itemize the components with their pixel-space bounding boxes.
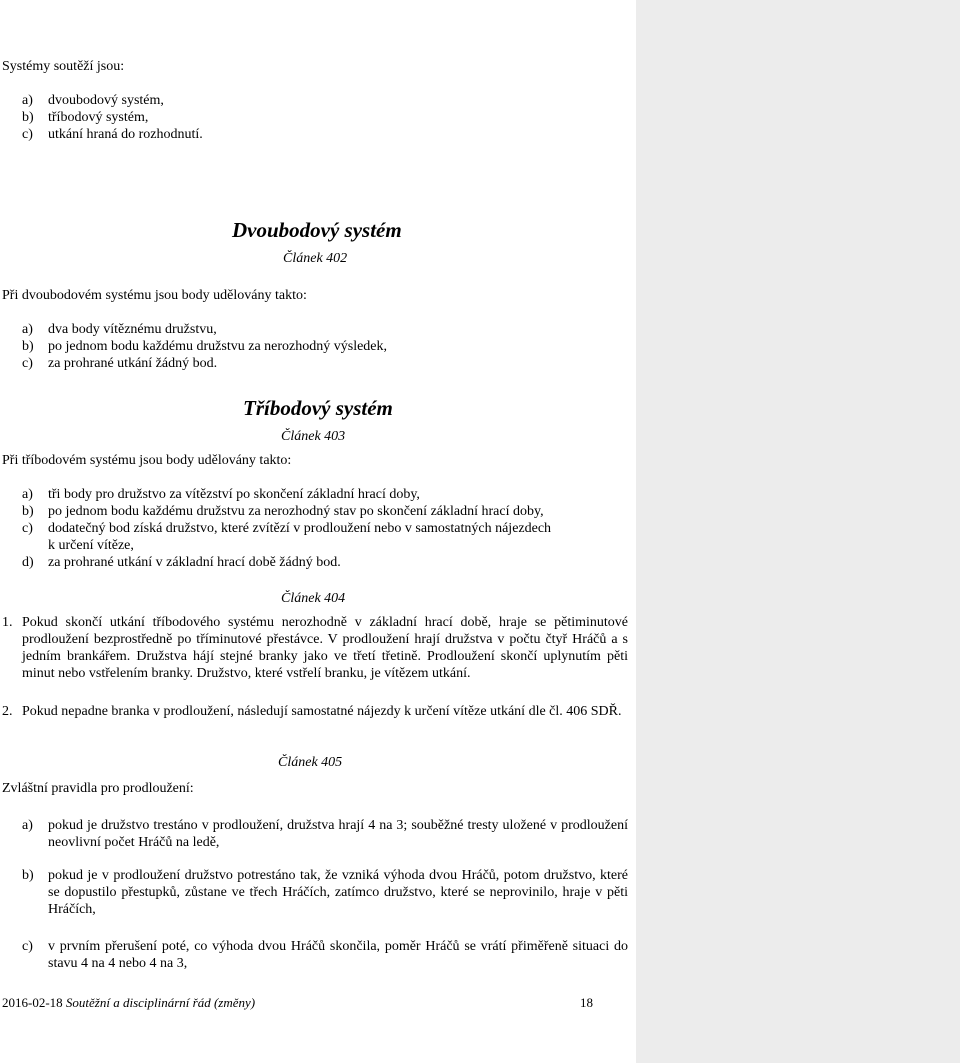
sec405-item-b-text: pokud je v prodloužení družstvo potrestáno tak, že vzniká výhoda dvou Hráčů, potom družstvo, které se dopustilo přestupků, zůstane ve třech Hráčích, zatímco družstvo, které se neprovinilo, hraje v pěti Hráčích, <box>48 868 628 917</box>
sec405-item-b-label: b) <box>22 868 34 883</box>
intro-item-b: b) tříbodový systém, <box>22 110 149 125</box>
sec404-p2-text: Pokud nepadne branka v prodloužení, následují samostatné nájezdy k určení vítěze utkání dle čl. 406 SDŘ. <box>22 704 622 719</box>
sec403-item-c: c) dodatečný bod získá družstvo, které zvítězí v prodloužení nebo v samostatných nájezdech <box>22 521 552 536</box>
footer-date: 2016-02-18 <box>2 995 63 1010</box>
sec403-item-a: a) tři body pro družstvo za vítězství po skončení základní hrací doby, <box>22 487 420 502</box>
sec402-lead: Při dvoubodovém systému jsou body udělovány takto: <box>2 288 307 303</box>
sec403-item-b: b) po jednom bodu každému družstvu za nerozhodný stav po skončení základní hrací doby, <box>22 504 544 519</box>
sec405-item-a-label: a) <box>22 818 33 833</box>
sec402-item-a: a) dva body vítěznému družstvu, <box>22 322 217 337</box>
sec403-lead: Při tříbodovém systému jsou body udělovány takto: <box>2 453 292 468</box>
sec404-p2-number: 2. <box>2 704 13 719</box>
sec404-p1-text: Pokud skončí utkání tříbodového systému nerozhodně v základní hrací době, hraje se pětiminutové prodloužení bezprostředně po tříminutové přestávce. V prodloužení hrají družstva v počtu čtyř Hráčů a s jedním brankářem. Družstva hájí stejné branky jako ve třetí třetině. Prodloužení skončí uplynutím pěti minut nebo vstřelením branky. Družstvo, které vstřelí branku, je vítězem utkání. <box>22 615 628 681</box>
page-sidebar-panel <box>636 0 960 1063</box>
intro-heading: Systémy soutěží jsou: <box>2 59 125 74</box>
page-footer <box>2 994 255 1011</box>
sec403-item-c-cont: k určení vítěze, <box>48 538 134 553</box>
sec405-item-a-text: pokud je družstvo trestáno v prodloužení, družstva hrají 4 na 3; souběžné tresty uložené v prodloužení neovlivní počet Hráčů na ledě, <box>48 818 628 850</box>
sec405-lead: Zvláštní pravidla pro prodloužení: <box>2 781 194 796</box>
sec402-item-c: c) za prohrané utkání žádný bod. <box>22 356 218 371</box>
article-403: Článek 403 <box>281 429 346 444</box>
sec405-item-c-text: v prvním přerušení poté, co výhoda dvou Hráčů skončila, poměr Hráčů se vrátí přiměřeně situaci do stavu 4 na 4 nebo 4 na 3, <box>48 939 628 971</box>
article-405: Článek 405 <box>278 755 343 770</box>
sec403-item-d: d) za prohrané utkání v základní hrací době žádný bod. <box>22 555 341 570</box>
section-title-dvoubodovy: Dvoubodový systém <box>232 218 402 242</box>
article-404: Článek 404 <box>281 591 346 606</box>
footer-document-title: Soutěžní a disciplinární řád (změny) <box>65 995 256 1010</box>
intro-item-c: c) utkání hraná do rozhodnutí. <box>22 127 203 142</box>
intro-item-a: a) dvoubodový systém, <box>22 93 164 108</box>
sec402-item-b: b) po jednom bodu každému družstvu za nerozhodný výsledek, <box>22 339 388 354</box>
footer-page-number: 18 <box>580 995 593 1010</box>
sec404-p1-number: 1. <box>2 615 13 630</box>
article-402: Článek 402 <box>283 251 348 266</box>
sec405-item-c-label: c) <box>22 939 33 954</box>
section-title-tribodovy: Tříbodový systém <box>243 396 393 420</box>
